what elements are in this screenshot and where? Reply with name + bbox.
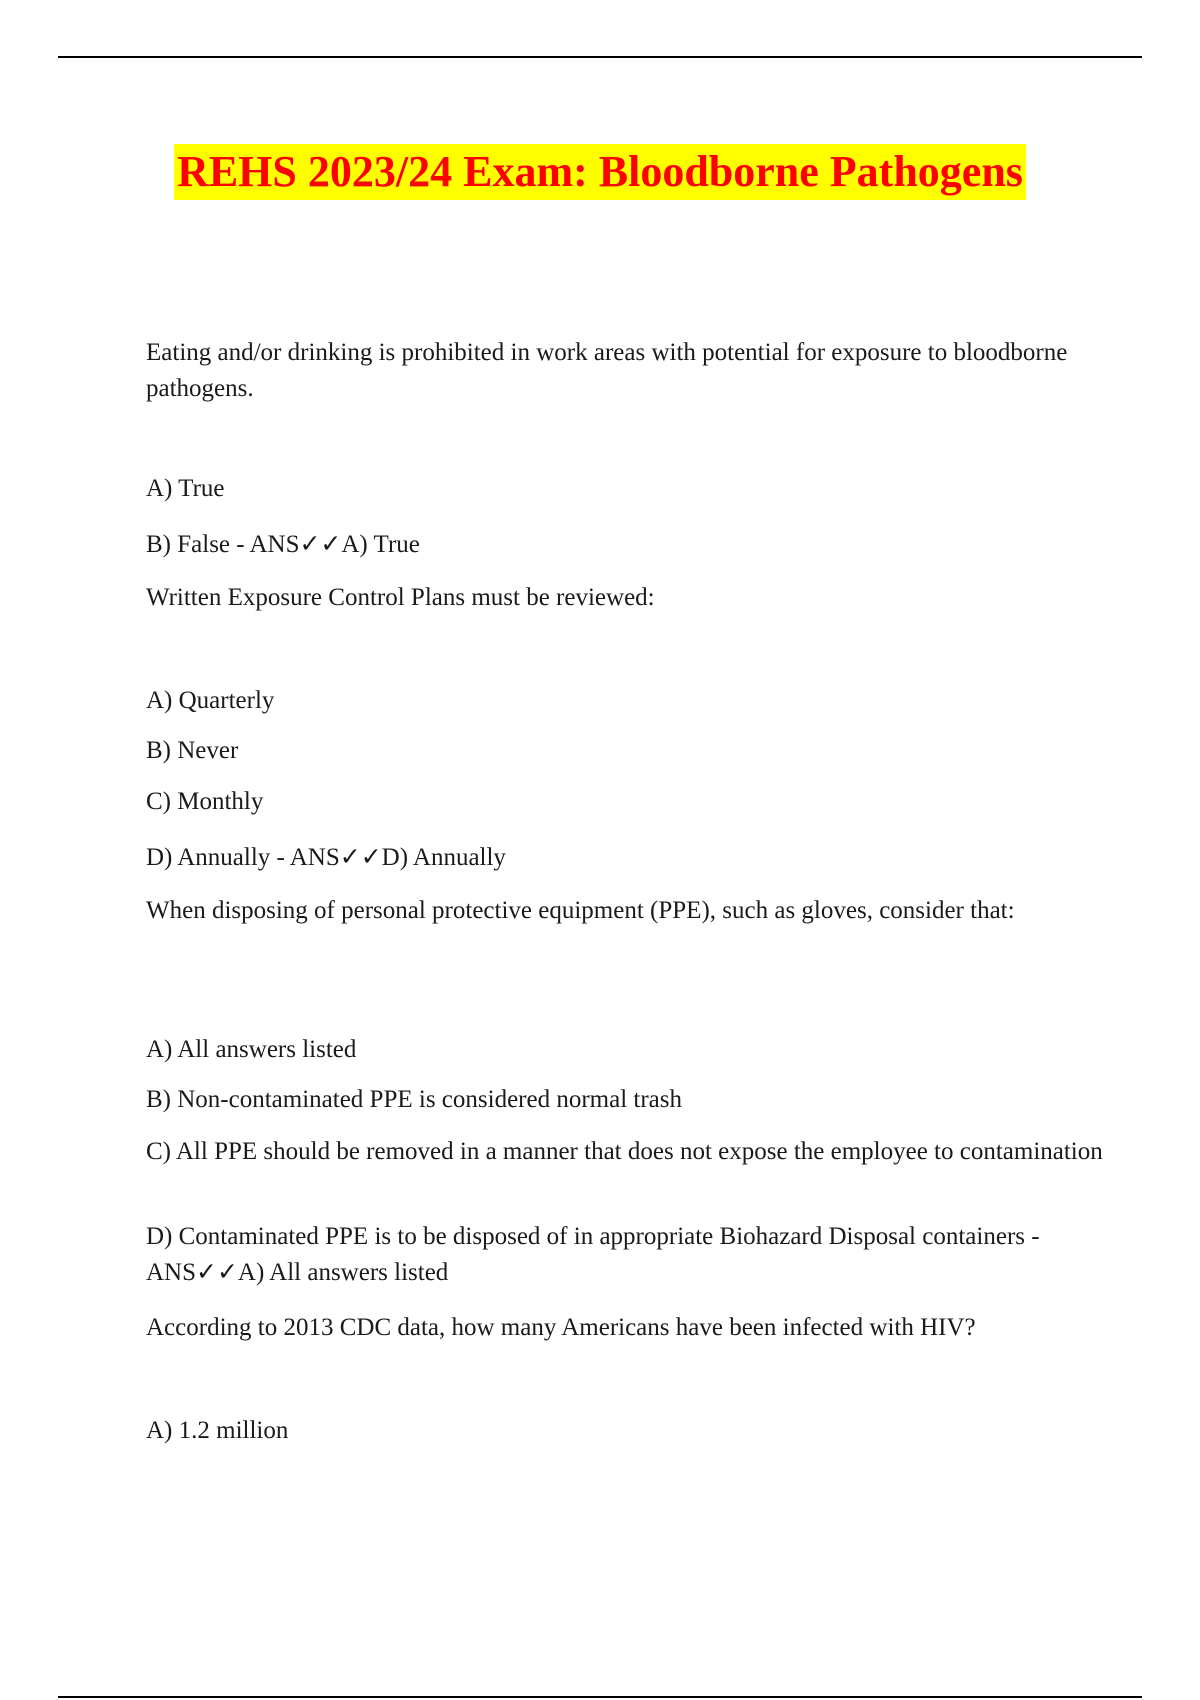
question-2-option-a: A) Quarterly [146, 687, 275, 714]
bottom-rule [58, 1696, 1142, 1698]
question-2-option-c: C) Monthly [146, 788, 264, 815]
question-3-option-c: C) All PPE should be removed in a manner that does not expose the employee to contamination [146, 1138, 1103, 1165]
question-1-text: Eating and/or drinking is prohibited in work areas with potential for exposure to bloodborne pathogens. [146, 339, 1068, 402]
question-1-option-a: A) True [146, 475, 225, 502]
question-2-text: Written Exposure Control Plans must be reviewed: [146, 584, 655, 611]
question-3-option-d-answer: D) Contaminated PPE is to be disposed of in appropriate Biohazard Disposal containers - ANS✓✓A) All answers listed [146, 1223, 1040, 1286]
title-block [0, 144, 1200, 200]
question-4-text: According to 2013 CDC data, how many Americans have been infected with HIV? [146, 1314, 976, 1341]
document-title: REHS 2023/24 Exam: Bloodborne Pathogens [174, 144, 1026, 200]
question-3-text: When disposing of personal protective equipment (PPE), such as gloves, consider that: [146, 897, 1015, 924]
top-rule [58, 56, 1142, 58]
question-3-option-a: A) All answers listed [146, 1036, 357, 1063]
question-1-option-b-answer: B) False - ANS✓✓A) True [146, 531, 420, 558]
question-4-option-a: A) 1.2 million [146, 1417, 289, 1444]
question-3-option-b: B) Non-contaminated PPE is considered normal trash [146, 1086, 682, 1113]
question-2-option-b: B) Never [146, 737, 239, 764]
question-2-option-d-answer: D) Annually - ANS✓✓D) Annually [146, 844, 506, 871]
